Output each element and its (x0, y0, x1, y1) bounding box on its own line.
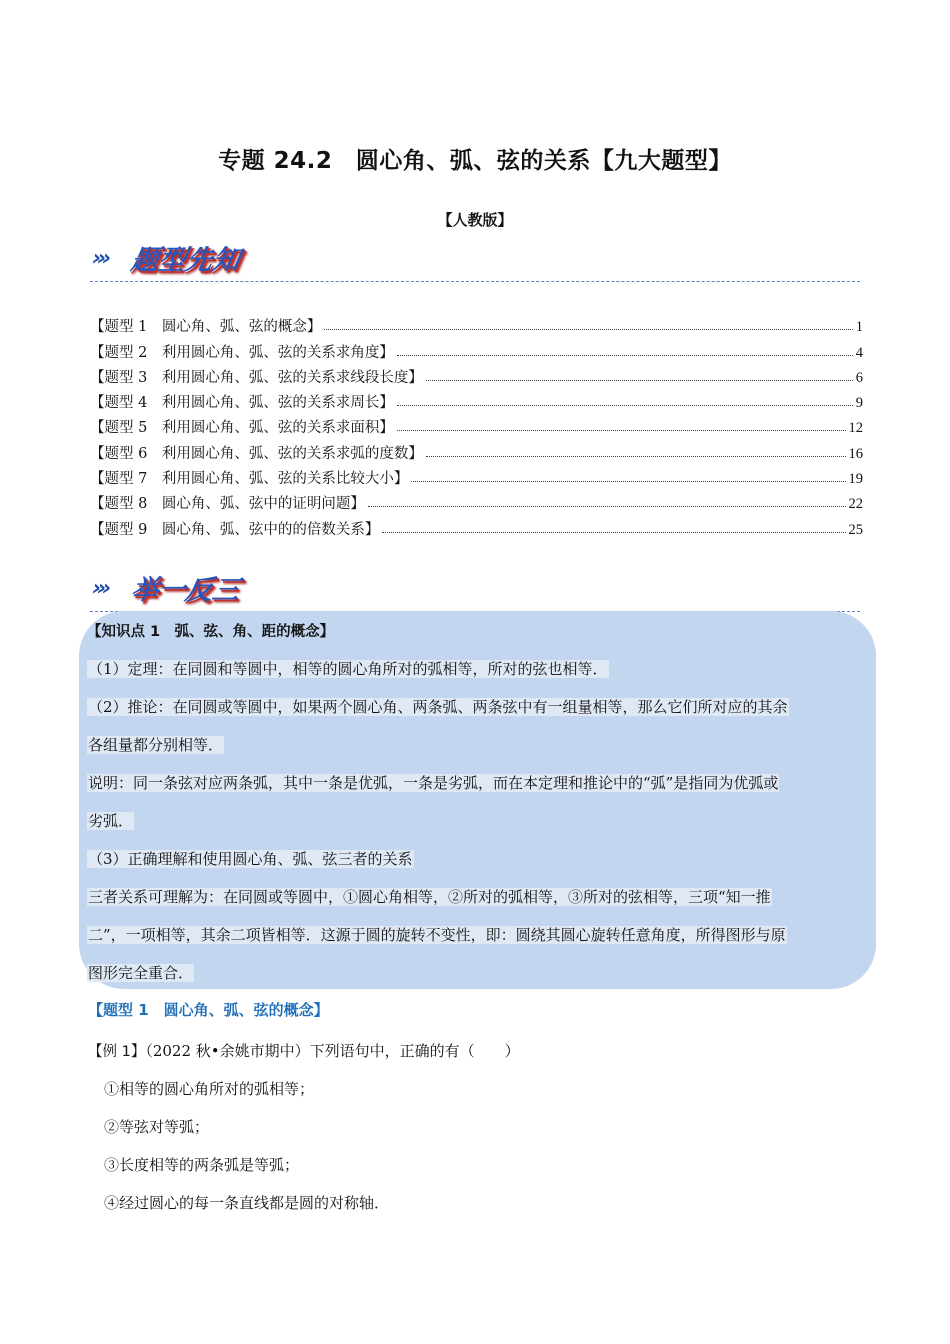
toc-entry-label: 【题型 7 利用圆心角、弧、弦的关系比较大小】 (90, 471, 409, 488)
example-question (88, 1040, 520, 1061)
corollary-text-2: 各组量都分别相等． (88, 736, 224, 754)
practice-banner (90, 566, 860, 606)
example-label: 【例 1】 (88, 1044, 146, 1060)
toc-entry-page: 12 (848, 420, 863, 437)
relation-text-1: 三者关系可理解为：在同圆或等圆中，①圆心角相等，②所对的弧相等，③所对的弦相等，三项“知一推 (88, 888, 771, 906)
toc-banner (90, 236, 860, 276)
toc-entry-label: 【题型 1 圆心角、弧、弦的概念】 (90, 319, 322, 336)
toc-leader-dots (397, 355, 853, 356)
toc-leader-dots (382, 532, 845, 533)
option-item: ②等弦对等弧； (104, 1118, 210, 1136)
toc-entry[interactable] (90, 311, 863, 336)
corollary-text-1: （2）推论：在同圆或等圆中，如果两个圆心角、两条弧、两条弦中有一组量相等，那么它们所对应的其余 (88, 698, 788, 716)
toc-entry[interactable] (90, 362, 863, 387)
note-text-1: 说明：同一条弦对应两条弧，其中一条是优弧，一条是劣弧，而在本定理和推论中的“弧”是指同为优弧或 (88, 774, 779, 792)
toc-entry-label: 【题型 5 利用圆心角、弧、弦的关系求面积】 (90, 420, 394, 437)
toc-entry-label: 【题型 8 圆心角、弧、弦中的证明问题】 (90, 496, 365, 513)
edition-label: 【人教版】 (437, 211, 513, 229)
toc-leader-dots (426, 456, 846, 457)
toc-entry[interactable] (90, 488, 863, 513)
toc-entry-page: 16 (848, 445, 863, 462)
toc-leader-dots (324, 329, 852, 330)
toc-entry-label: 【题型 4 利用圆心角、弧、弦的关系求周长】 (90, 395, 394, 412)
toc-entry-page: 9 (855, 395, 863, 412)
toc-entry-page: 4 (855, 344, 863, 361)
triple-arrow-icon: ››› (88, 576, 111, 601)
toc-leader-dots (397, 405, 853, 406)
relation-text-3: 图形完全重合． (88, 964, 194, 982)
toc-entry-label: 【题型 6 利用圆心角、弧、弦的关系求弧的度数】 (90, 445, 423, 462)
table-of-contents (90, 311, 863, 539)
practice-banner-text: 举一反三 (128, 575, 243, 606)
relation-heading: （3）正确理解和使用圆心角、弧、弦三者的关系 (88, 850, 413, 868)
triple-arrow-icon: ››› (88, 246, 111, 271)
dashed-divider (90, 281, 860, 282)
toc-entry-page: 19 (848, 471, 863, 488)
toc-entry[interactable] (90, 412, 863, 437)
option-item: ③长度相等的两条弧是等弧； (104, 1156, 300, 1174)
toc-entry[interactable] (90, 513, 863, 538)
option-item: ①相等的圆心角所对的弧相等； (104, 1080, 315, 1098)
toc-entry[interactable] (90, 336, 863, 361)
toc-leader-dots (426, 380, 853, 381)
toc-entry[interactable] (90, 437, 863, 462)
section-heading: 【题型 1 圆心角、弧、弦的概念】 (88, 1001, 329, 1019)
toc-entry-label: 【题型 2 利用圆心角、弧、弦的关系求角度】 (90, 344, 394, 361)
toc-leader-dots (411, 481, 845, 482)
toc-entry-page: 6 (855, 369, 863, 386)
example-stem: （2022 秋•余姚市期中）下列语句中，正确的有（ ） (145, 1042, 520, 1060)
toc-entry-label: 【题型 3 利用圆心角、弧、弦的关系求线段长度】 (90, 369, 423, 386)
toc-entry-page: 1 (855, 319, 863, 336)
toc-banner-text: 题型先知 (128, 245, 243, 276)
toc-entry-label: 【题型 9 圆心角、弧、弦中的的倍数关系】 (90, 521, 380, 538)
option-item: ④经过圆心的每一条直线都是圆的对称轴． (104, 1194, 390, 1212)
toc-entry-page: 22 (848, 496, 863, 513)
toc-entry[interactable] (90, 387, 863, 412)
toc-entry[interactable] (90, 463, 863, 488)
knowledge-heading: 【知识点 1 弧、弦、角、距的概念】 (87, 624, 335, 640)
toc-entry-page: 25 (848, 521, 863, 538)
document-title: 专题 24.2 圆心角、弧、弦的关系【九大题型】 (218, 148, 732, 174)
toc-leader-dots (397, 430, 846, 431)
toc-leader-dots (368, 506, 846, 507)
theorem-text: （1）定理：在同圆和等圆中，相等的圆心角所对的弧相等，所对的弦也相等． (88, 660, 608, 678)
note-text-2: 劣弧． (88, 812, 134, 830)
relation-text-2: 二”，一项相等，其余二项皆相等．这源于圆的旋转不变性，即：圆绕其圆心旋转任意角度，所得图形与原 (88, 926, 786, 944)
